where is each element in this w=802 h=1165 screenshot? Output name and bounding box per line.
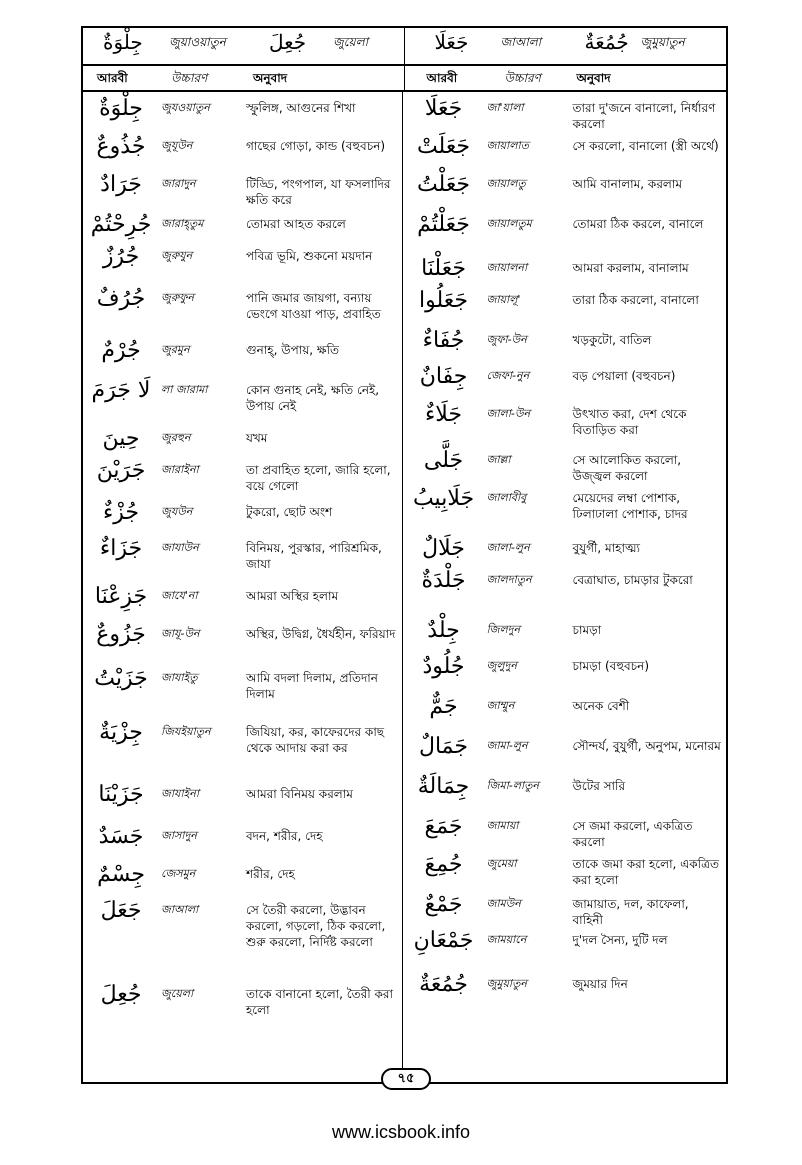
meaning: বেত্রাঘাত, চামড়ার টুকরো — [572, 573, 693, 587]
pronunciation: জারাইনা — [161, 463, 199, 476]
pronunciation: জুরুযুন — [161, 249, 193, 262]
meaning: বুযুর্গী, মাহাত্ম্য — [572, 541, 640, 555]
pronunciation: জায়ালতু — [486, 177, 526, 190]
pronunciation: জেসমুন — [161, 867, 196, 880]
pronunciation: জুযউন — [161, 505, 193, 518]
arabic-word: جَمَعَ — [424, 814, 463, 839]
arabic-word: جَعَلْتُ — [416, 172, 471, 197]
arabic-word: جَزُوعٌ — [96, 622, 146, 647]
header-arabic-right: আরবী — [426, 71, 458, 85]
meaning: দু'দল সৈন্য, দুটি দল — [572, 933, 668, 947]
column-header-left — [83, 66, 405, 90]
meaning: স্ফুলিঙ্গ, আগুনের শিখা — [246, 101, 356, 115]
pronunciation: জালাবীবু — [486, 491, 527, 504]
header-meaning-left: অনুবাদ — [253, 71, 288, 85]
arabic-word: جَمْعٌ — [424, 892, 463, 917]
arabic-word: جِزْيَةٌ — [99, 720, 143, 745]
pronunciation: জাযাইতু — [161, 671, 198, 684]
arabic-word: جَعَلُوا — [419, 288, 468, 313]
arabic-word: جِفَانٌ — [419, 364, 468, 389]
header-pron-left: উচ্চারণ — [171, 71, 208, 85]
arabic-word: جَمَالٌ — [418, 734, 468, 759]
top-right-arabic-1: جَعَلَا — [434, 30, 469, 54]
meaning: উটের সারি — [572, 779, 626, 793]
arabic-word: جَرَيْنَ — [96, 458, 146, 483]
meaning: সে তৈরী করলো, উদ্ভাবন করলো, গড়লো, ঠিক করলো, শুরু করলো, নির্দিষ্ট করলো — [246, 903, 386, 949]
meaning: শরীর, দেহ — [246, 867, 295, 881]
pronunciation: জাম্মুন — [486, 699, 515, 712]
pronunciation: জিমা-লাতুন — [486, 779, 539, 792]
pronunciation: জাময়ানে — [486, 933, 527, 946]
meaning: তা প্রবাহিত হলো, জারি হলো, বয়ে গেলো — [246, 463, 391, 493]
arabic-word: جَعَلَتْ — [416, 134, 471, 159]
arabic-word: جُمِعَ — [424, 852, 463, 877]
arabic-word: جَلْدَةٌ — [421, 568, 466, 593]
pronunciation: জুমেয়া — [486, 857, 517, 870]
column-header-right — [405, 66, 727, 90]
dictionary-body — [83, 92, 726, 1082]
pronunciation: জায়ালতুম — [486, 217, 532, 230]
pronunciation: জাসাদুন — [161, 829, 197, 842]
pronunciation: জাল্লা — [486, 453, 511, 466]
meaning: উৎখাত করা, দেশ থেকে বিতাড়িত করা — [572, 407, 687, 437]
pronunciation: জায়ালনা — [486, 261, 528, 274]
arabic-word: جَعَلْتُمْ — [417, 212, 470, 237]
header-arabic-left: আরবী — [97, 71, 128, 85]
pronunciation: জুয়েলা — [161, 987, 194, 1000]
arabic-word: جُرُزٌ — [102, 244, 140, 269]
arabic-word: جُفَاءٌ — [422, 328, 465, 353]
arabic-word: جِمَالَةٌ — [417, 774, 470, 799]
meaning: আমরা বিনিময় করলাম — [246, 787, 353, 801]
pronunciation: জাআলা — [161, 903, 199, 916]
top-index-bar — [83, 28, 726, 66]
arabic-word: جَلَالٌ — [422, 536, 465, 561]
meaning: কোন গুনাহ নেই, ক্ষতি নেই, উপায় নেই — [246, 383, 380, 413]
arabic-word: جَعَلَ — [100, 898, 142, 923]
pronunciation: জালা-উন — [486, 407, 531, 420]
meaning: পানি জমার জায়গা, বন্যায় ভেংগে যাওয়া পাড়, প্রবাহিত — [246, 291, 381, 321]
pronunciation: জারাদুন — [161, 177, 196, 190]
meaning: আমি বানালাম, করলাম — [572, 177, 683, 191]
meaning: জিযিয়া, কর, কাফেরদের কাছ থেকে আদায় করা কর — [246, 725, 385, 755]
meaning: আমি বদলা দিলাম, প্রতিদান দিলাম — [246, 671, 378, 701]
meaning: চামড়া (বহুবচন) — [572, 659, 650, 673]
meaning: চামড়া — [572, 623, 602, 637]
arabic-word: جَلَّى — [423, 448, 464, 473]
arabic-word: جُرِحْتُمْ — [90, 212, 152, 237]
meaning: বড় পেয়ালা (বহুবচন) — [572, 369, 676, 383]
arabic-word: جُرْمٌ — [101, 338, 141, 363]
top-index-left — [83, 28, 405, 64]
pronunciation: জুরমুন — [161, 343, 190, 356]
meaning: আমরা অস্থির হলাম — [246, 589, 339, 603]
arabic-word: جَعَلَا — [424, 96, 463, 121]
arabic-word: جَزَاءٌ — [99, 536, 143, 561]
meaning: গুনাহ্, উপায়, ক্ষতি — [246, 343, 340, 357]
meaning: সে করলো, বানালো (স্ত্রী অর্থে) — [572, 139, 719, 153]
arabic-word: جَزِعْنَا — [94, 584, 148, 609]
pronunciation: জামউন — [486, 897, 521, 910]
arabic-word: جِلْوَةٌ — [99, 96, 143, 121]
meaning: বিনিময়, পুরস্কার, পারিশ্রমিক, জাযা — [246, 541, 382, 571]
meaning: সে জমা করলো, একত্রিত করলো — [572, 819, 693, 849]
arabic-word: جُعِلَ — [100, 982, 142, 1007]
arabic-word: جُرُفٌ — [96, 286, 146, 311]
top-left-word-1: জুয়াওয়াতুন — [169, 35, 226, 49]
arabic-word: جِسْمٌ — [97, 862, 145, 887]
pronunciation: জাযাইনা — [161, 787, 200, 800]
pronunciation: জুরুফুন — [161, 291, 194, 304]
top-right-word-1: জাআলা — [500, 35, 542, 49]
meaning: টুকরো, ছোট অংশ — [246, 505, 333, 519]
pronunciation: জারাহ্তুম — [161, 217, 204, 230]
meaning: সৌন্দর্য, বুযুর্গী, অনুপম, মনোরম — [572, 739, 721, 753]
pronunciation: জা'য়ালা — [486, 101, 524, 114]
pronunciation: জিলদুন — [486, 623, 521, 636]
arabic-word: جَلَابِيبُ — [412, 486, 475, 511]
arabic-word: جَمٌّ — [429, 694, 458, 719]
meaning: তাকে বানানো হলো, তৈরী করা হলো — [246, 987, 393, 1017]
meaning: টিড্ডি, পংগপাল, যা ফসলাদির ক্ষতি করে — [246, 177, 391, 207]
meaning: সে আলোকিত করলো, উজ্জ্বল করলো — [572, 453, 682, 483]
page-number: ৭৫ — [381, 1068, 431, 1090]
meaning: তোমরা ঠিক করলে, বানালে — [572, 217, 704, 231]
pronunciation: জাযাউন — [161, 541, 199, 554]
arabic-word: جَزَيْنَا — [98, 782, 144, 807]
pronunciation: জুফা-উন — [486, 333, 527, 346]
pronunciation: জিযইয়াতুন — [161, 725, 211, 738]
pronunciation: জেফা-নুন — [486, 369, 530, 382]
meaning: গাছের গোড়া, কান্ড (বহুবচন) — [246, 139, 386, 153]
arabic-word: جَعَلْنَا — [421, 256, 466, 281]
arabic-word: جَمْعَانِ — [413, 928, 474, 953]
pronunciation: জায়ালূ' — [486, 293, 521, 306]
meaning: তাকে জমা করা হলো, একত্রিত করা হলো — [572, 857, 719, 887]
meaning: যখম — [246, 431, 268, 445]
meaning: তারা ঠিক করলো, বানালো — [572, 293, 699, 307]
top-left-arabic-1: جِلْوَةٌ — [103, 30, 143, 54]
left-column — [83, 92, 405, 1082]
top-index-right — [405, 28, 727, 64]
meaning: পবিত্র ভূমি, শুকনো ময়দান — [246, 249, 373, 263]
arabic-word: جِلْدٌ — [427, 618, 460, 643]
arabic-word: جَرَادٌ — [100, 172, 142, 197]
arabic-word: جَزَيْتُ — [94, 666, 148, 691]
meaning: আমরা করলাম, বানালাম — [572, 261, 689, 275]
meaning: মেয়েদের লম্বা পোশাক, ঢিলাঢালা পোশাক, চাদর — [572, 491, 688, 521]
pronunciation: জাযূ-উন — [161, 627, 200, 640]
arabic-word: حِينَ — [102, 426, 140, 451]
arabic-word: لَا جَرَمَ — [91, 378, 151, 403]
column-header-row — [83, 66, 726, 92]
pronunciation: জালদাতুন — [486, 573, 532, 586]
meaning: জুময়ার দিন — [572, 977, 628, 991]
pronunciation: জায়ালাত — [486, 139, 529, 152]
arabic-word: جُلُودٌ — [422, 654, 465, 679]
meaning: জামায়াত, দল, কাফেলা, বাহিনী — [572, 897, 689, 927]
top-right-arabic-2: جُمُعَةٌ — [584, 30, 629, 54]
meaning: তারা দু'জনে বানালো, নির্ধারণ করলো — [572, 101, 716, 131]
pronunciation: জুলুদুন — [486, 659, 517, 672]
right-column — [405, 92, 727, 1082]
pronunciation: জামায়া — [486, 819, 519, 832]
header-meaning-right: অনুবাদ — [576, 71, 611, 85]
arabic-word: جَلَاءٌ — [424, 402, 463, 427]
arabic-word: جُزْءٌ — [102, 500, 140, 525]
arabic-word: جُذُوعٌ — [96, 134, 146, 159]
pronunciation: জালা-লুন — [486, 541, 530, 554]
top-left-arabic-2: جُعِلَ — [269, 30, 307, 54]
pronunciation: জুরহুন — [161, 431, 191, 444]
pronunciation: লা জারামা — [161, 383, 208, 396]
top-left-word-2: জুয়েলা — [333, 35, 369, 49]
footer-url: www.icsbook.info — [331, 1122, 471, 1142]
header-pron-right: উচ্চারণ — [504, 71, 541, 85]
meaning: বদন, শরীর, দেহ — [246, 829, 323, 843]
meaning: খড়কুটো, বাতিল — [572, 333, 652, 347]
meaning: অস্থির, উদ্বিগ্ন, ধৈর্যহীন, ফরিয়াদ — [246, 627, 396, 641]
top-right-word-2: জুমুয়াতুন — [640, 35, 685, 49]
pronunciation: জাযে'না — [161, 589, 198, 602]
arabic-word: جَسَدٌ — [98, 824, 144, 849]
pronunciation: জুযওয়াতুন — [161, 101, 210, 114]
arabic-word: جُمُعَةٌ — [419, 972, 468, 997]
pronunciation: জামা-লুন — [486, 739, 528, 752]
pronunciation: জুমুয়াতুন — [486, 977, 527, 990]
meaning: তোমরা আহত করলে — [246, 217, 346, 231]
pronunciation: জুযূউন — [161, 139, 193, 152]
dictionary-frame — [81, 26, 728, 1084]
meaning: অনেক বেশী — [572, 699, 630, 713]
